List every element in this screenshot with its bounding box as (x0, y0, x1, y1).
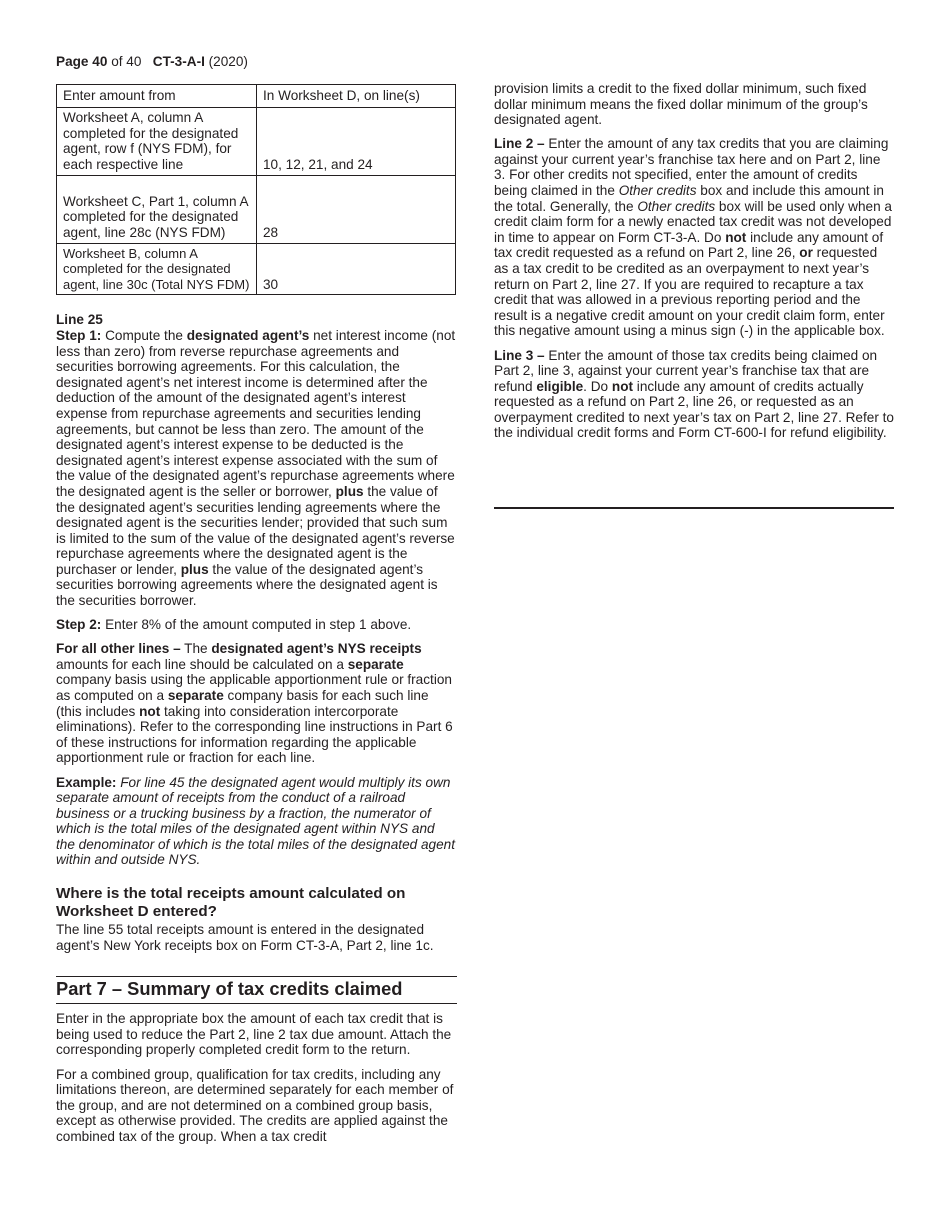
where-heading: Where is the total receipts amount calculated on Worksheet D entered? (56, 885, 406, 920)
page-number: 40 (92, 54, 108, 69)
part-7-title: Part 7 – Summary of tax credits claimed (56, 976, 457, 1004)
where-paragraph: The line 55 total receipts amount is entered in the designated agent’s New York receipts box on Form CT-3-A, Part 2, line 1c. (56, 922, 434, 953)
text-run-italic: Other credits (618, 183, 697, 199)
table-row (57, 243, 456, 295)
table-cell-source: Worksheet C, Part 1, column A completed for the designated agent, line 28c (NYS FDM) (57, 175, 257, 243)
step-2-label: Step 2: (56, 617, 102, 633)
table-cell-source: Worksheet A, column A completed for the designated agent, row f (NYS FDM), for each respective line (57, 107, 257, 175)
page-header (56, 54, 248, 70)
step-1-paragraph (56, 328, 457, 609)
part-7-paragraph-1: Enter in the appropriate box the amount of each tax credit that is being used to reduce the Part 2, line 2 tax due amount. Attach the corresponding properly completed credit form to the return. (56, 1011, 452, 1058)
table-row (57, 107, 456, 175)
text-run: net interest income (not less than zero) from reverse repurchase agreements and securities borrowing agreements. For this calculation, the designated agent’s net interest income is determined after the deduction of the amount of the designated agent’s interest expense from repurchase agreements and securities lending agreements, but cannot be less than zero. The amount of the designated agent’s interest expense to be deducted is the designated agent’s interest expense associated with the sum of the value of the designated agent’s repurchase agreements where the designated agent is the seller or borrower, (56, 327, 456, 499)
text-run-italic: Other credits (637, 198, 716, 214)
text-run: Enter the amount of those tax credits being claimed on Part 2, line 3, against your current year’s franchise tax that are refund (494, 347, 878, 394)
text-run: include any amount of credits actually requested as a refund on Part 2, line 26, or requested as an overpayment credited to next year’s tax on Part 2, line 27. Refer to the individual credit forms and Form CT-600-I for refund eligibility. (494, 378, 894, 441)
text-run-bold: plus (335, 483, 364, 499)
text-run: company basis for each such line (this includes (56, 688, 429, 719)
table-cell-source: Worksheet B, column A completed for the designated agent, line 30c (Total NYS FDM) (57, 243, 257, 295)
text-run: company basis using the applicable apportionment rule or fraction as computed on a (56, 672, 452, 704)
text-run: Compute the (101, 327, 187, 343)
other-lines-label: For all other lines – (56, 641, 181, 657)
table-cell-lines: 10, 12, 21, and 24 (257, 107, 456, 175)
text-run-italic: For line 45 the designated agent would multiply its own separate amount of receipts from the conduct of a railroad business or a trucking business by a fraction, the numerator of which is the total miles of the designated agent within NYS and the denominator of which is the total miles of the designated agent within and outside NYS. (56, 774, 455, 868)
form-number: CT-3-A-I (152, 54, 205, 69)
left-column (56, 84, 457, 1153)
text-run: taking into consideration intercorporate eliminations). Refer to the corresponding line instructions in Part 6 of these instructions for information regarding the applicable apportionment rule or fraction for each line. (56, 703, 453, 766)
page-word: Page (56, 54, 89, 69)
step-1-label: Step 1: (56, 327, 102, 343)
text-run: box will be used only when a credit claim form for a newly enacted tax credit was not developed in time to appear on Form CT-3-A. Do (494, 198, 892, 245)
text-run-bold: not (611, 378, 634, 394)
text-run-bold: not (139, 703, 161, 719)
text-run-bold: not (725, 229, 747, 245)
table-header-row (57, 85, 456, 108)
text-run-bold: designated agent’s NYS receipts (211, 641, 422, 657)
section-end-rule (494, 507, 894, 509)
table-header-cell: Enter amount from (57, 85, 257, 108)
text-run: the value of the designated agent’s securities borrowing agreements where the designated agent is the securities borrower. (56, 561, 438, 609)
part-7-paragraph-2: For a combined group, qualification for tax credits, including any limitations thereon, are determined separately for each member of the group, and are not determined on a combined group basis, except as otherwise provided. The credits are applied against the combined tax of the group. When a tax credit (56, 1066, 454, 1144)
line-3-label: Line 3 – (494, 347, 545, 363)
line-3-paragraph (494, 348, 894, 442)
reference-table (56, 84, 456, 295)
table-row (57, 175, 456, 243)
example-paragraph (56, 775, 457, 869)
text-run: the value of the designated agent’s securities lending agreements where the designated agent is the securities lender; provided that such sum is limited to the sum of the value of the designated agent’s reverse repurchase agreements where the designated agent is the purchaser or lender, (56, 483, 455, 577)
table-cell-lines: 30 (257, 243, 456, 295)
continued-paragraph: provision limits a credit to the fixed dollar minimum, such fixed dollar minimum means the fixed dollar minimum of the group’s designated agent. (494, 81, 868, 128)
text-run-bold: or (799, 245, 813, 261)
text-run: The (180, 641, 212, 657)
form-year: (2020) (208, 54, 248, 69)
text-run: include any amount of tax credit requested as a refund on Part 2, line 26, (494, 229, 884, 261)
text-run-bold: eligible (536, 378, 584, 394)
text-run-bold: separate (167, 688, 224, 704)
text-run: Enter 8% of the amount computed in step 1 above. (101, 617, 412, 633)
step-2-paragraph (56, 617, 457, 633)
text-run: Enter the amount of any tax credits that you are claiming against your current year’s franchise tax here and on Part 2, line 3. For other credits not specified, enter the amount of credits being claimed in the (494, 136, 889, 199)
line-25-heading: Line 25 (56, 312, 103, 328)
page-total: of 40 (111, 54, 142, 69)
right-column (494, 81, 894, 450)
text-run: requested as a tax credit to be credited as an overpayment to next year’s return on Part 2, line 27. If you are required to recapture a tax credit that was allowed in a previous reporting period and the result is a negative credit amount on your credit claim form, enter this negative amount using a minus sign (-) in the applicable box. (494, 245, 885, 339)
other-lines-paragraph (56, 641, 457, 766)
text-run-bold: separate (347, 656, 404, 672)
table-header-cell: In Worksheet D, on line(s) (257, 85, 456, 108)
line-2-paragraph (494, 136, 894, 339)
text-run: box and include this amount in the total. Generally, the (494, 183, 884, 214)
text-run-bold: plus (180, 561, 209, 577)
line-2-label: Line 2 – (494, 136, 545, 152)
table-cell-lines: 28 (257, 175, 456, 243)
example-label: Example: (56, 774, 117, 790)
text-run: . Do (583, 378, 612, 394)
text-run-bold: designated agent’s (186, 327, 310, 343)
text-run: amounts for each line should be calculated on a (56, 656, 348, 672)
